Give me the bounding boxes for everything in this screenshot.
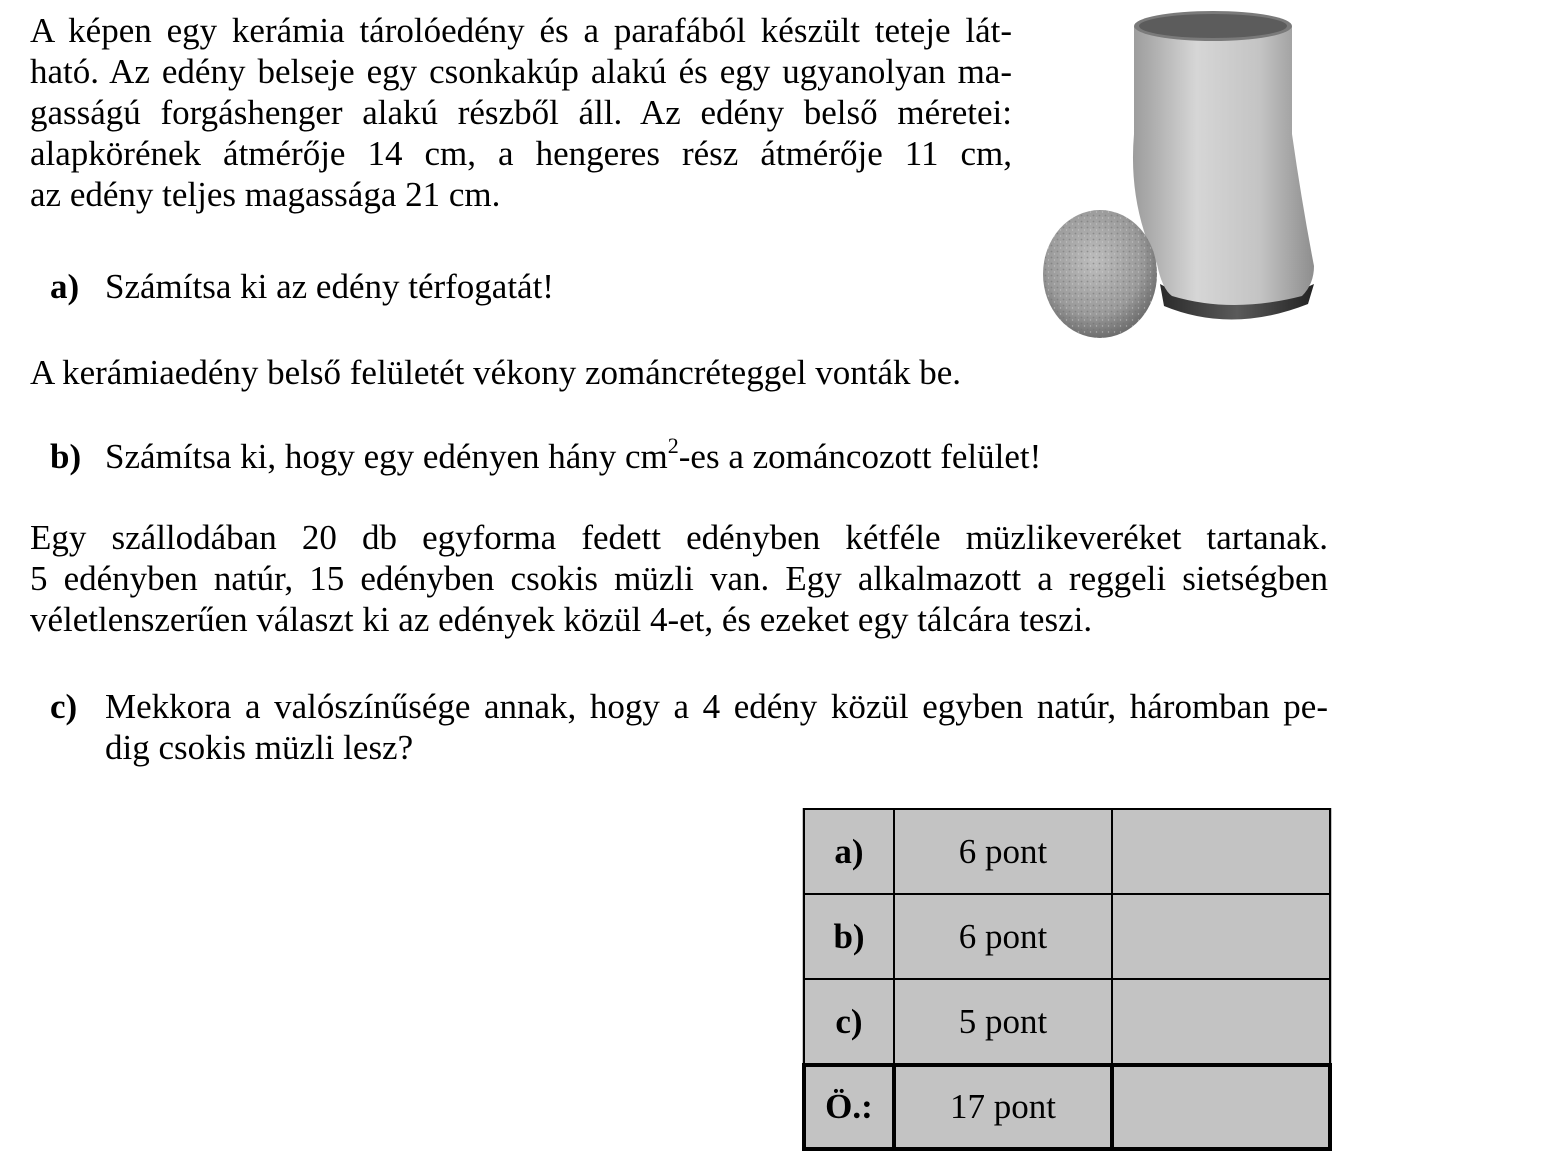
intro-line: az edény teljes magassága 21 cm. xyxy=(30,175,501,214)
score-row-points: 6 pont xyxy=(894,809,1112,894)
score-row-label: a) xyxy=(804,809,894,894)
question-b-superscript: 2 xyxy=(667,433,679,459)
question-c-text-line2: dig csokis müzli lesz? xyxy=(105,728,414,767)
question-a-label: a) xyxy=(50,267,80,306)
hotel-paragraph xyxy=(30,517,1328,640)
enamel-paragraph: A kerámiaedény belső felületét vékony zománcréteggel vonták be. xyxy=(30,353,962,392)
score-table xyxy=(802,808,1332,1151)
score-total-points: 17 pont xyxy=(894,1065,1112,1149)
score-row-score-cell xyxy=(1112,979,1330,1065)
table-row xyxy=(804,894,1330,979)
score-total-row xyxy=(804,1065,1330,1149)
table-row xyxy=(804,979,1330,1065)
intro-line: gasságú forgáshenger alakú részből áll. Az edény belső méretei: xyxy=(30,93,1012,132)
hotel-line: véletlenszerűen választ ki az edények közül 4-et, és ezeket egy tálcára teszi. xyxy=(30,600,1093,639)
score-total-label: Ö.: xyxy=(804,1065,894,1149)
vessel-with-cork-lid-image xyxy=(1032,4,1332,342)
question-b xyxy=(50,433,1042,477)
question-b-text xyxy=(105,433,1042,476)
intro-line: alapkörének átmérője 14 cm, a hengeres rész átmérője 11 cm, xyxy=(30,134,1012,173)
score-row-label: c) xyxy=(804,979,894,1065)
intro-paragraph xyxy=(30,10,1012,215)
intro-line: A képen egy kerámia tárolóedény és a parafából készült teteje lát- xyxy=(30,11,1012,50)
question-c-first-line xyxy=(50,686,1328,727)
hotel-line: Egy szállodában 20 db egyforma fedett edényben kétféle müzlikeveréket tartanak. xyxy=(30,518,1328,557)
score-row-points: 5 pont xyxy=(894,979,1112,1065)
score-row-score-cell xyxy=(1112,894,1330,979)
question-b-text-before: Számítsa ki, hogy egy edényen hány cm xyxy=(105,437,668,476)
question-b-label: b) xyxy=(50,437,82,476)
score-row-score-cell xyxy=(1112,809,1330,894)
question-c-text-line1: Mekkora a valószínűsége annak, hogy a 4 edény közül egyben natúr, háromban pe- xyxy=(105,687,1328,726)
question-a xyxy=(50,266,554,307)
score-row-points: 6 pont xyxy=(894,894,1112,979)
score-row-label: b) xyxy=(804,894,894,979)
question-b-text-after: -es a zománcozott felület! xyxy=(678,437,1042,476)
question-a-text: Számítsa ki az edény térfogatát! xyxy=(105,267,554,306)
question-c-label: c) xyxy=(50,687,78,726)
hotel-line: 5 edényben natúr, 15 edényben csokis müzli van. Egy alkalmazott a reggeli sietségben xyxy=(30,559,1328,598)
table-row xyxy=(804,809,1330,894)
intro-line: ható. Az edény belseje egy csonkakúp alakú és egy ugyanolyan ma- xyxy=(30,52,1012,91)
question-c xyxy=(50,686,1328,768)
score-total-score-cell xyxy=(1112,1065,1330,1149)
